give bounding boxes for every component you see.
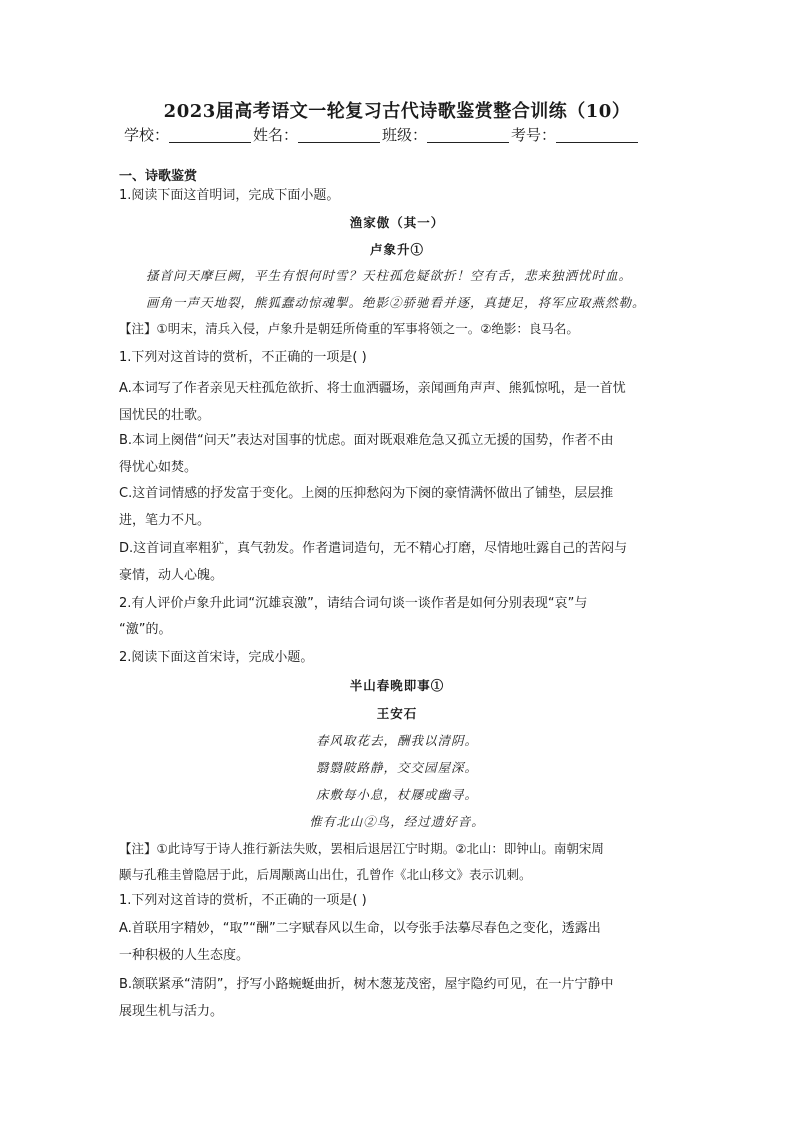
q2-poem-line-4: 惟有北山②鸟，经过遗好音。 bbox=[309, 814, 485, 829]
student-info-line bbox=[124, 124, 684, 145]
q1-poem-title: 渔家傲（其一） bbox=[349, 215, 445, 230]
q2-note-line2: 颙与孔稚圭曾隐居于此，后周颙离山出仕，孔曾作《北山移文》表示讥刺。 bbox=[119, 867, 532, 882]
class-blank[interactable] bbox=[427, 126, 509, 143]
school-label: 学校： bbox=[124, 126, 170, 144]
q1-option-b-line1: B.本词上阕借“问天”表达对国事的忧虑。面对既艰难危急又孤立无援的国势，作者不由 bbox=[119, 433, 614, 448]
q2-intro: 2.阅读下面这首宋诗，完成小题。 bbox=[119, 650, 314, 665]
q1-option-b-line2: 得忧心如焚。 bbox=[119, 460, 198, 475]
q2-option-b-line1: B.颔联紧承“清阴”，抒写小路蜿蜒曲折，树木葱茏茂密，屋宇隐约可见，在一片宁静中 bbox=[119, 977, 614, 992]
q1-option-d-line1: D.这首词直率粗犷，真气勃发。作者遣词造句，无不精心打磨，尽情地吐露自己的苦闷与 bbox=[119, 541, 628, 556]
q1-option-c-line2: 进，笔力不凡。 bbox=[119, 513, 211, 528]
q2-poem-line-3: 床敷每小息，杖屦或幽寻。 bbox=[315, 787, 478, 802]
name-label: 姓名： bbox=[253, 126, 299, 144]
q2-poem-title: 半山春晚即事① bbox=[349, 678, 445, 693]
q2-poem-author: 王安石 bbox=[376, 706, 418, 721]
q2-note-line1: 【注】①此诗写于诗人推行新法失败，罢相后退居江宁时期。②北山：即钟山。南朝宋周 bbox=[119, 841, 604, 856]
class-label: 班级： bbox=[382, 126, 428, 144]
q1-option-a-line2: 国忧民的壮歌。 bbox=[119, 408, 211, 423]
q2-option-a-line1: A.首联用字精妙，“取”“酬”二字赋春风以生命，以夸张手法摹尽春色之变化，透露出 bbox=[119, 921, 601, 936]
q1-intro: 1.阅读下面这首明词，完成下面小题。 bbox=[119, 188, 340, 203]
document-title: 2023届高考语文一轮复习古代诗歌鉴赏整合训练（10） bbox=[163, 101, 631, 122]
q2-poem-line-1: 春风取花去，酬我以清阴。 bbox=[315, 733, 478, 748]
q1-option-d-line2: 豪情，动人心魄。 bbox=[119, 568, 224, 583]
section-heading: 一、诗歌鉴赏 bbox=[119, 169, 198, 184]
q1-poem-author: 卢象升① bbox=[369, 242, 424, 257]
q2-option-a-line2: 一种积极的人生态度。 bbox=[119, 948, 250, 963]
q1-poem-line-2: 画角一声天地裂，熊狐蠢动惊魂掣。绝影②骄驰看并逐，真捷足，将军应取燕然勒。 bbox=[146, 295, 646, 310]
q1-option-c-line1: C.这首词情感的抒发富于变化。上阕的压抑愁闷为下阕的豪情满怀做出了铺垫，层层推 bbox=[119, 486, 614, 501]
q2-option-b-line2: 展现生机与活力。 bbox=[119, 1004, 224, 1019]
q1-poem-line-1: 搔首问天摩巨阙，平生有恨何时雪？天柱孤危疑欲折！空有舌，悲来独洒忧时血。 bbox=[146, 268, 633, 283]
q1-sub2-line2: “激”的。 bbox=[119, 622, 172, 637]
q2-sub1-stem: 1.下列对这首诗的赏析，不正确的一项是( ) bbox=[119, 893, 367, 908]
q1-note: 【注】①明末，清兵入侵，卢象升是朝廷所倚重的军事将领之一。②绝影：良马名。 bbox=[119, 321, 579, 336]
q1-sub1-stem: 1.下列对这首诗的赏析，不正确的一项是( ) bbox=[119, 350, 367, 365]
q2-poem-line-2: 翳翳陂路静，交交园屋深。 bbox=[315, 760, 478, 775]
name-blank[interactable] bbox=[298, 126, 380, 143]
school-blank[interactable] bbox=[169, 126, 251, 143]
q1-sub2-line1: 2.有人评价卢象升此词“沉雄哀激”，请结合词句谈一谈作者是如何分别表现“哀”与 bbox=[119, 596, 588, 611]
exam-number-blank[interactable] bbox=[556, 126, 638, 143]
q1-option-a-line1: A.本词写了作者亲见天柱孤危欲折、将士血洒疆场，亲闻画角声声、熊狐惊吼，是一首忧 bbox=[119, 381, 626, 396]
exam-number-label: 考号： bbox=[511, 126, 557, 144]
